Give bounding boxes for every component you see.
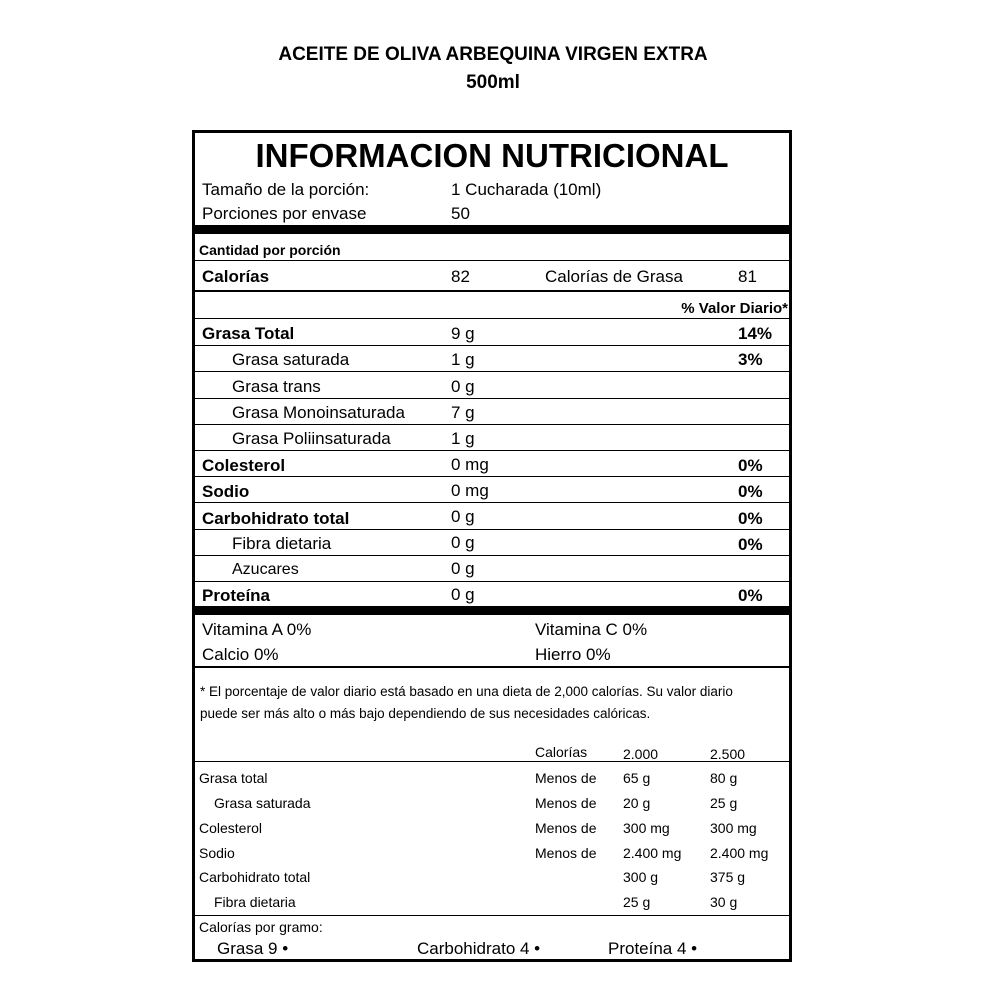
- ref-col1: 20 g: [623, 795, 651, 811]
- servings-label: Porciones por envase: [202, 204, 367, 223]
- daily-value-header: % Valor Diario*: [681, 300, 788, 317]
- nutrition-facts-panel: [192, 130, 792, 962]
- ref-col2: 25 g: [710, 795, 738, 811]
- nutrient-amount: 0 g: [451, 533, 475, 552]
- nutrient-amount: 1 g: [451, 350, 475, 369]
- ref-qualifier: Menos de: [535, 795, 597, 811]
- nutrient-amount: 0 g: [451, 507, 475, 526]
- calories-per-gram-carb: Carbohidrato 4 •: [417, 939, 541, 958]
- footnote-line: * El porcentaje de valor diario está basado en una dieta de 2,000 calorías. Su valor diario: [200, 684, 733, 699]
- nutrient-amount: 0 mg: [451, 481, 489, 500]
- nutrient-amount: 9 g: [451, 324, 475, 343]
- divider: [195, 290, 789, 292]
- calories-per-gram-label: Calorías por gramo:: [199, 919, 323, 935]
- nutrient-name: Fibra dietaria: [232, 534, 332, 553]
- nutrient-name: Proteína: [202, 586, 271, 605]
- footnote: [200, 681, 780, 725]
- serving-size-value: 1 Cucharada (10ml): [451, 180, 602, 199]
- nutrient-name: Grasa Monoinsaturada: [232, 403, 405, 422]
- nutrient-name: Grasa Total: [202, 324, 295, 343]
- servings-value: 50: [451, 204, 470, 223]
- calories-per-gram-fat: Grasa 9 •: [217, 939, 289, 958]
- divider: [195, 476, 789, 477]
- divider: [195, 581, 789, 582]
- ref-header-col1: 2.000: [623, 746, 659, 762]
- serving-size-label: Tamaño de la porción:: [202, 180, 370, 199]
- divider: [195, 260, 789, 261]
- calcium: Calcio 0%: [202, 645, 279, 664]
- nutrient-name: Grasa Poliinsaturada: [232, 429, 391, 448]
- ref-col2: 80 g: [710, 770, 738, 786]
- ref-col1: 300 mg: [623, 820, 670, 836]
- nutrient-name: Grasa trans: [232, 377, 321, 396]
- divider: [195, 424, 789, 425]
- ref-name: Grasa saturada: [214, 795, 311, 811]
- divider: [195, 318, 789, 319]
- divider: [195, 398, 789, 399]
- nutrient-dv: 0%: [738, 535, 763, 554]
- divider: [195, 666, 789, 668]
- nutrient-dv: 3%: [738, 350, 763, 369]
- nutrient-amount: 0 mg: [451, 455, 489, 474]
- calories-per-gram-protein: Proteína 4 •: [608, 939, 698, 958]
- divider: [195, 761, 789, 762]
- divider: [195, 371, 789, 372]
- nutrient-dv: 0%: [738, 586, 763, 605]
- nutrient-dv: 14%: [738, 324, 773, 343]
- product-name: ACEITE DE OLIVA ARBEQUINA VIRGEN EXTRA: [278, 44, 708, 65]
- nutrient-amount: 0 g: [451, 585, 475, 604]
- ref-col2: 30 g: [710, 894, 738, 910]
- thick-divider: [195, 225, 789, 234]
- ref-col1: 65 g: [623, 770, 651, 786]
- calories-fat-label: Calorías de Grasa: [545, 267, 683, 286]
- ref-name: Carbohidrato total: [199, 869, 311, 885]
- ref-col2: 375 g: [710, 869, 746, 885]
- product-volume: 500ml: [466, 72, 520, 93]
- divider: [195, 555, 789, 556]
- ref-name: Colesterol: [199, 820, 263, 836]
- nutrient-amount: 7 g: [451, 403, 475, 422]
- vitamin-a: Vitamina A 0%: [202, 620, 312, 639]
- ref-name: Grasa total: [199, 770, 268, 786]
- nutrient-dv: 0%: [738, 482, 763, 501]
- ref-qualifier: Menos de: [535, 770, 597, 786]
- divider: [195, 915, 789, 916]
- ref-name: Fibra dietaria: [214, 894, 296, 910]
- divider: [195, 529, 789, 530]
- divider: [195, 450, 789, 451]
- divider: [195, 345, 789, 346]
- thick-divider: [195, 606, 789, 615]
- ref-col2: 2.400 mg: [710, 845, 769, 861]
- ref-qualifier: Menos de: [535, 845, 597, 861]
- iron: Hierro 0%: [535, 645, 611, 664]
- ref-col1: 300 g: [623, 869, 659, 885]
- nutrient-name: Azucares: [232, 561, 299, 578]
- nutrient-name: Colesterol: [202, 456, 286, 475]
- ref-col1: 2.400 mg: [623, 845, 682, 861]
- nutrient-amount: 0 g: [451, 559, 475, 578]
- calories-label: Calorías: [202, 267, 270, 286]
- nutrient-name: Grasa saturada: [232, 350, 350, 369]
- footnote-line: puede ser más alto o más bajo dependiendo de sus necesidades calóricas.: [200, 706, 651, 721]
- ref-header-col2: 2.500: [710, 746, 746, 762]
- divider: [195, 502, 789, 503]
- nutrient-name: Carbohidrato total: [202, 509, 350, 528]
- nutrient-dv: 0%: [738, 509, 763, 528]
- ref-col1: 25 g: [623, 894, 651, 910]
- calories-value: 82: [451, 267, 470, 286]
- nutrient-name: Sodio: [202, 482, 250, 501]
- calories-fat-value: 81: [738, 267, 757, 286]
- ref-col2: 300 mg: [710, 820, 757, 836]
- amount-per-serving: Cantidad por porción: [199, 242, 341, 258]
- ref-name: Sodio: [199, 845, 235, 861]
- vitamin-c: Vitamina C 0%: [535, 620, 648, 639]
- ref-header-label: Calorías: [535, 744, 588, 760]
- ref-qualifier: Menos de: [535, 820, 597, 836]
- nutrient-amount: 1 g: [451, 429, 475, 448]
- nutrient-amount: 0 g: [451, 377, 475, 396]
- panel-title: INFORMACION NUTRICIONAL: [255, 137, 729, 174]
- nutrient-dv: 0%: [738, 456, 763, 475]
